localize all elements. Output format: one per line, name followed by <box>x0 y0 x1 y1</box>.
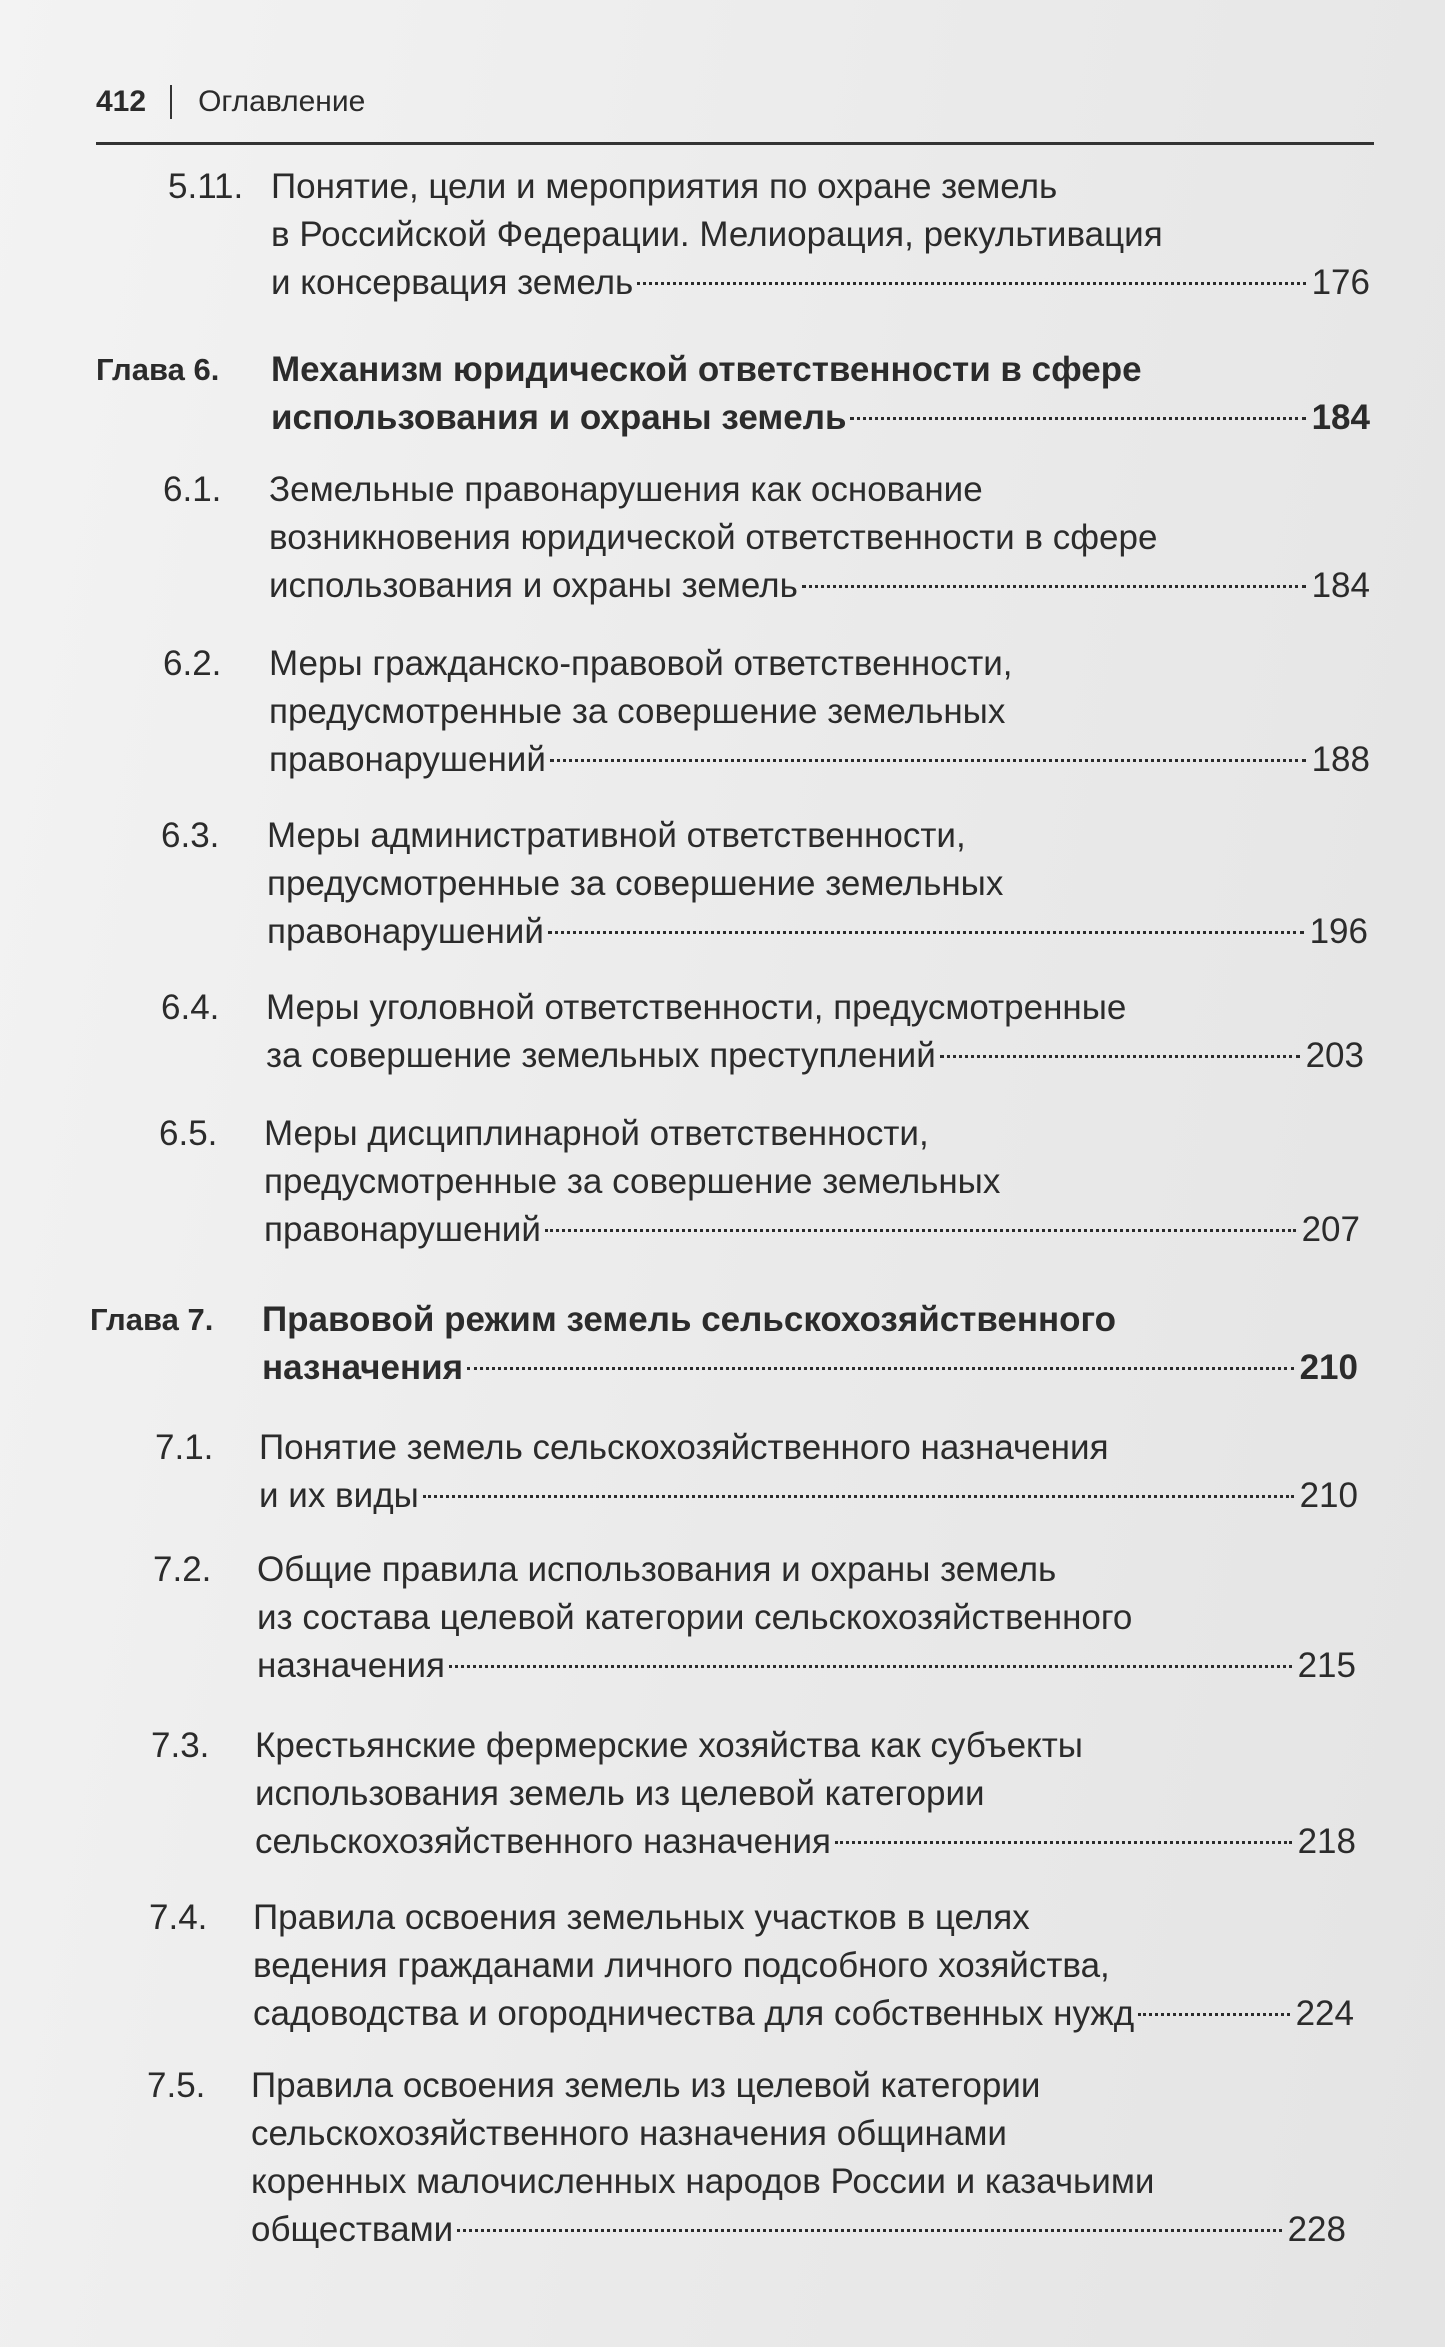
toc-entry-last-line <box>271 259 1370 307</box>
toc-entry-title-line: Земельные правонарушения как основание <box>269 470 983 509</box>
toc-entry-title-line: в Российской Федерации. Мелиорация, рекультивация <box>271 215 1163 254</box>
toc-entry-last-line <box>266 1032 1364 1080</box>
toc-entry-title <box>271 346 1370 442</box>
toc-entry-title-line: предусмотренные за совершение земельных <box>267 864 1004 903</box>
toc-entry-title-line: Механизм юридической ответственности в сфере <box>271 350 1142 389</box>
header-rule <box>96 142 1374 145</box>
toc-entry-title-line: сельскохозяйственного назначения общинами <box>251 2114 1007 2153</box>
toc-entry-title <box>259 1424 1358 1520</box>
toc-entry-title-line: предусмотренные за совершение земельных <box>264 1162 1001 1201</box>
toc-entry-title-line: из состава целевой категории сельскохозяйственного <box>257 1598 1133 1637</box>
toc-entry-title <box>264 1110 1360 1254</box>
dot-leader <box>802 585 1306 588</box>
toc-page-number: 196 <box>1309 912 1368 951</box>
toc-entry-title-line: использования и охраны земель <box>271 398 847 437</box>
toc-page-number: 176 <box>1311 263 1370 302</box>
toc-entry-title-line: Меры уголовной ответственности, предусмотренные <box>266 988 1127 1027</box>
header-section-title: Оглавление <box>198 85 366 118</box>
header-separator <box>170 85 172 119</box>
toc-entry-title-line: Понятие земель сельскохозяйственного назначения <box>259 1428 1109 1467</box>
toc-entry-number: 7.2. <box>153 1550 212 1589</box>
toc-entry-title-line: Общие правила использования и охраны земель <box>257 1550 1057 1589</box>
toc-page-number: 184 <box>1311 566 1370 605</box>
dot-leader <box>637 282 1305 285</box>
toc-entry-title <box>257 1546 1356 1690</box>
toc-entry-title-line: возникновения юридической ответственности в сфере <box>269 518 1158 557</box>
toc-entry-number: 7.1. <box>155 1428 214 1467</box>
toc-page-number: 210 <box>1299 1348 1358 1387</box>
page-header <box>96 76 365 128</box>
toc-entry-title <box>253 1894 1354 2038</box>
toc-entry-number: Глава 7. <box>90 1302 214 1337</box>
dot-leader <box>457 2229 1281 2232</box>
toc-entry-title <box>269 640 1370 784</box>
toc-entry-title-line: сельскохозяйственного назначения <box>255 1822 831 1861</box>
toc-entry-number: 7.4. <box>149 1898 208 1937</box>
toc-page-number: 184 <box>1311 398 1370 437</box>
toc-entry-last-line <box>257 1642 1356 1690</box>
dot-leader <box>550 759 1306 762</box>
toc-entry-title-line: предусмотренные за совершение земельных <box>269 692 1006 731</box>
toc-entry-title <box>251 2062 1346 2254</box>
toc-entry-title-line: Правовой режим земель сельскохозяйственного <box>262 1300 1117 1339</box>
toc-entry-title-line: Меры дисциплинарной ответственности, <box>264 1114 929 1153</box>
dot-leader <box>850 417 1305 420</box>
dot-leader <box>545 1229 1296 1232</box>
toc-entry-number: 6.4. <box>161 988 220 1027</box>
dot-leader <box>423 1495 1294 1498</box>
toc-page-number: 215 <box>1297 1646 1356 1685</box>
dot-leader <box>940 1055 1300 1058</box>
toc-page-number: 218 <box>1297 1822 1356 1861</box>
dot-leader <box>835 1841 1292 1844</box>
toc-entry-number: 5.11. <box>168 167 244 206</box>
toc-entry-number: 7.5. <box>147 2066 206 2105</box>
toc-entry-number: 6.3. <box>161 816 220 855</box>
toc-entry-title-line: Понятие, цели и мероприятия по охране земель <box>271 167 1058 206</box>
dot-leader <box>467 1367 1294 1370</box>
toc-entry-title <box>269 466 1370 610</box>
toc-entry-number: 6.5. <box>159 1114 218 1153</box>
toc-page-number: 207 <box>1301 1210 1360 1249</box>
toc-entry-title-line: правонарушений <box>267 912 544 951</box>
toc-entry-number: 6.1. <box>163 470 222 509</box>
dot-leader <box>1138 2013 1289 2016</box>
toc-entry-title-line: правонарушений <box>264 1210 541 1249</box>
toc-entry-last-line <box>259 1472 1358 1520</box>
toc-entry-last-line <box>269 736 1370 784</box>
toc-entry-last-line <box>264 1206 1360 1254</box>
toc-entry-title-line: Меры гражданско-правовой ответственности, <box>269 644 1013 683</box>
toc-page-number: 224 <box>1295 1994 1354 2033</box>
toc-entry-title-line: правонарушений <box>269 740 546 779</box>
toc-entry-last-line <box>251 2206 1346 2254</box>
dot-leader <box>548 931 1304 934</box>
toc-entry-title-line: ведения гражданами личного подсобного хозяйства, <box>253 1946 1110 1985</box>
toc-entry-last-line <box>269 562 1370 610</box>
toc-entry-title-line: коренных малочисленных народов России и казачьими <box>251 2162 1155 2201</box>
page-number: 412 <box>96 85 147 118</box>
toc-entry-title <box>267 812 1368 956</box>
toc-entry-title-line: Крестьянские фермерские хозяйства как субъекты <box>255 1726 1083 1765</box>
toc-page-number: 210 <box>1299 1476 1358 1515</box>
toc-entry-number: Глава 6. <box>96 352 220 387</box>
toc-page-number: 203 <box>1305 1036 1364 1075</box>
toc-page-number: 228 <box>1287 2210 1346 2249</box>
toc-entry-number: 6.2. <box>163 644 222 683</box>
toc-entry-title-line: Правила освоения земельных участков в целях <box>253 1898 1030 1937</box>
toc-entry-title-line: использования земель из целевой категории <box>255 1774 985 1813</box>
toc-entry-title-line: использования и охраны земель <box>269 566 798 605</box>
toc-entry-title-line: за совершение земельных преступлений <box>266 1036 936 1075</box>
toc-entry-title <box>266 984 1364 1080</box>
toc-entry-title-line: Правила освоения земель из целевой категории <box>251 2066 1041 2105</box>
toc-entry-title-line: и их виды <box>259 1476 419 1515</box>
toc-entry-last-line <box>253 1990 1354 2038</box>
toc-entry-title-line: садоводства и огородничества для собственных нужд <box>253 1994 1135 2033</box>
toc-page-number: 188 <box>1311 740 1370 779</box>
toc-entry-title-line: назначения <box>262 1348 464 1387</box>
toc-entry-number: 7.3. <box>151 1726 210 1765</box>
toc-entry-title-line: и консервация земель <box>271 263 634 302</box>
toc-entry-title <box>271 163 1370 307</box>
toc-entry-title-line: обществами <box>251 2210 454 2249</box>
toc-entry-title <box>255 1722 1356 1866</box>
toc-entry-title <box>262 1296 1358 1392</box>
toc-entry-last-line <box>271 394 1370 442</box>
toc-entry-last-line <box>267 908 1368 956</box>
toc-entry-last-line <box>262 1344 1358 1392</box>
toc-entry-title-line: назначения <box>257 1646 446 1685</box>
dot-leader <box>449 1665 1292 1668</box>
toc-entry-last-line <box>255 1818 1356 1866</box>
toc-entry-title-line: Меры административной ответственности, <box>267 816 966 855</box>
